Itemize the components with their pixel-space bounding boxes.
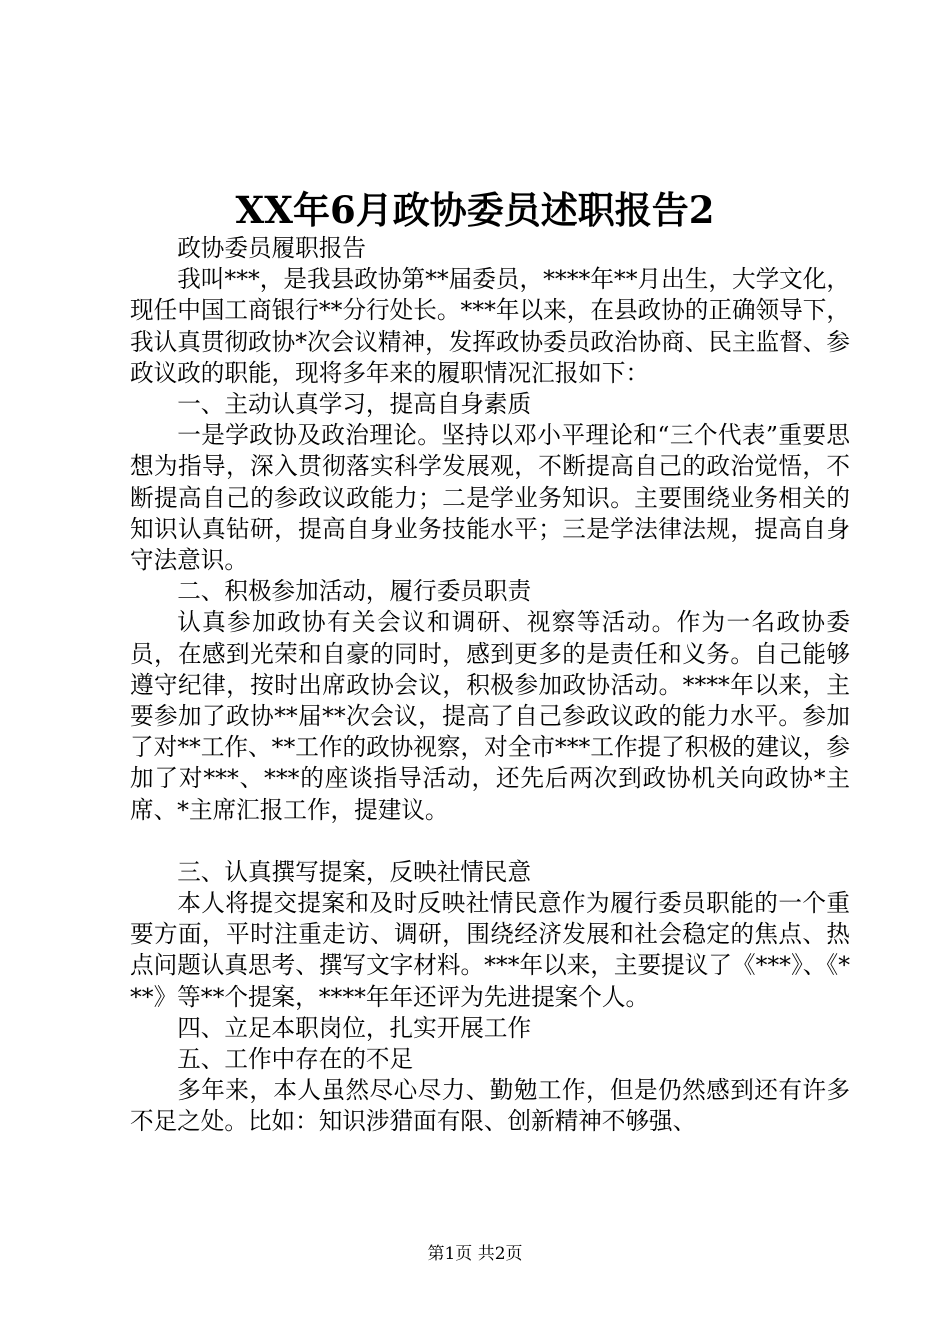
- page-footer: 第1页 共2页: [427, 1244, 523, 1264]
- section-heading-5: 五、工作中存在的不足: [177, 1045, 414, 1074]
- paragraph-spacer: [130, 826, 850, 857]
- section-heading-3: 三、认真撰写提案，反映社情民意: [177, 857, 532, 886]
- section-heading-2: 二、积极参加活动，履行委员职责: [177, 577, 532, 606]
- paragraph-section-2: 认真参加政协有关会议和调研、视察等活动。作为一名政协委员，在感到光荣和自豪的同时，感到更多的是责任和义务。自己能够遵守纪律，按时出席政协会议，积极参加政协活动。****年以来，主要参加了政协**届**次会议，提高了自己参政议政的能力水平。参加了对**工作、**工作的政协视察，对全市***工作提了积极的建议，参加了对***、***的座谈指导活动，还先后两次到政协机关向政协*主席、*主席汇报工作，提建议。: [130, 608, 850, 824]
- paragraph-subtitle: 政协委员履职报告: [177, 234, 366, 262]
- section-heading-1: 一、主动认真学习，提高自身素质: [177, 390, 532, 419]
- document-title: XX年6月政协委员述职报告2: [235, 188, 715, 232]
- paragraph-intro: 我叫***，是我县政协第**届委员，****年**月出生，大学文化，现任中国工商银行**分行处长。***年以来，在县政协的正确领导下，我认真贯彻政协*次会议精神，发挥政协委员政治协商、民主监督、参政议政的职能，现将多年来的履职情况汇报如下：: [130, 265, 850, 387]
- paragraph-section-1: 一是学政协及政治理论。坚持以邓小平理论和“三个代表”重要思想为指导，深入贯彻落实科学发展观，不断提高自己的政治觉悟，不断提高自己的参政议政能力；二是学业务知识。主要围绕业务相关的知识认真钻研，提高自身业务技能水平；三是学法律法规，提高自身守法意识。: [130, 421, 850, 575]
- paragraph-section-3: 本人将提交提案和及时反映社情民意作为履行委员职能的一个重要方面，平时注重走访、调研，围绕经济发展和社会稳定的焦点、热点问题认真思考、撰写文字材料。***年以来，主要提议了《***》、《***》等**个提案，****年年还评为先进提案个人。: [130, 889, 850, 1011]
- document-body: [130, 233, 850, 1138]
- section-heading-4: 四、立足本职岗位，扎实开展工作: [177, 1013, 532, 1042]
- paragraph-section-5: 多年来，本人虽然尽心尽力、勤勉工作，但是仍然感到还有许多不足之处。比如：知识涉猎面有限、创新精神不够强、: [130, 1076, 850, 1136]
